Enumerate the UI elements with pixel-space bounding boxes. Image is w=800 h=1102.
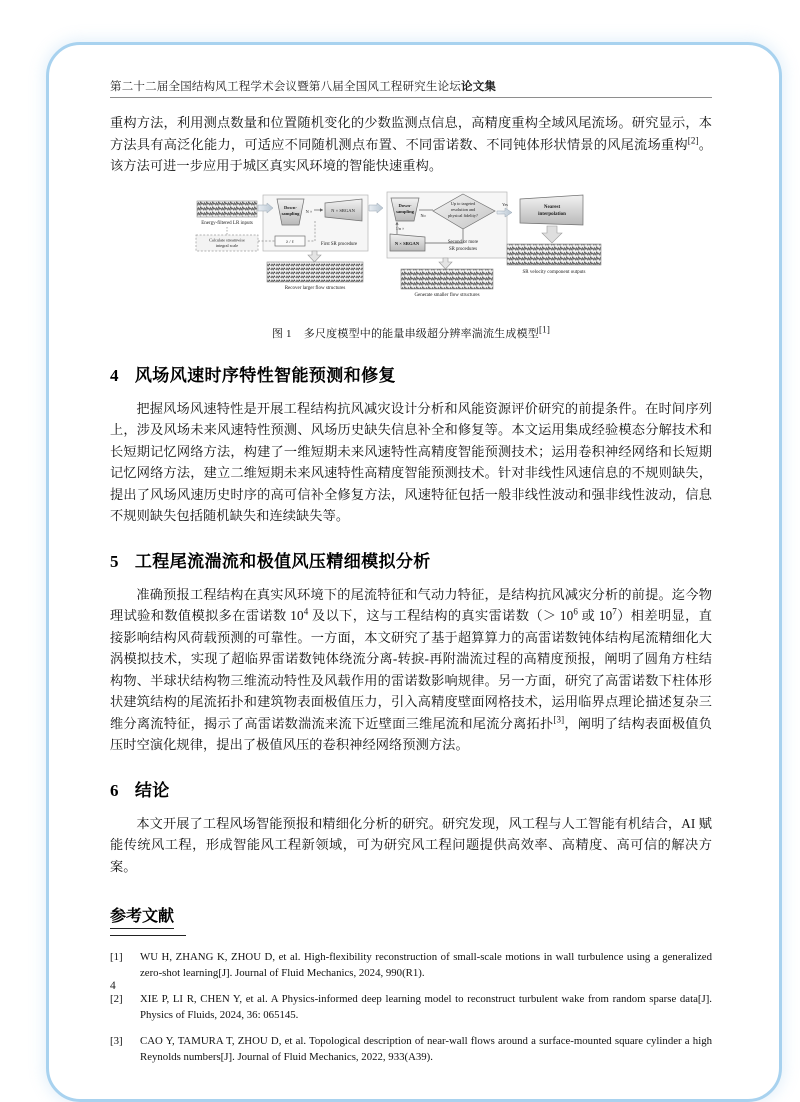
reference-text: WU H, ZHANG K, ZHOU D, et al. High-flexibility reconstruction of small-scale motions in wall turbulence using a generalized zero-shot learning[J]. Journal of Fluid Mechanics, 2024, 990(R1). — [140, 951, 712, 979]
running-header-rule — [110, 97, 712, 98]
figure-label-yes: Yes — [502, 201, 508, 207]
reference-number: [2] — [110, 993, 123, 1005]
figure-1 — [110, 191, 712, 341]
figure-1-diagram — [191, 191, 631, 319]
s5-sup-3: 7 — [612, 606, 617, 617]
figure-1-caption-label: 图 1 — [271, 327, 292, 340]
figure-label-downsampling1-line1: Down- — [283, 204, 298, 210]
s5-sup-1: 4 — [303, 606, 309, 617]
figure-label-srgan-1: N × SRGAN — [331, 207, 355, 213]
references-heading-rule — [110, 935, 186, 936]
section-title-4: 风场风速时序特性智能预测和修复 — [134, 365, 396, 385]
reference-item — [110, 950, 712, 981]
s5-sup-2: 6 — [573, 606, 578, 617]
figure-label-calc-line2: integral scale — [215, 242, 239, 248]
figure-1-caption-text: 多尺度模型中的能量串级超分辨率湍流生成模型 — [303, 327, 539, 340]
section-number-6: 6 — [110, 780, 119, 800]
continued-paragraph-text: 重构方法，利用测点数量和位置随机变化的少数监测点信息，高精度重构全域风尾流场。研究显示，本方法具有高泛化能力，可适应不同随机测点布置、不同雷诺数、不同钝体形状情景的风尾流场重构 — [110, 115, 712, 152]
figure-label-factor-n: N × — [305, 208, 313, 214]
continued-paragraph-tail: 。该方法可进一步应用于城区真实风环境的智能快速重构。 — [110, 136, 712, 173]
figure-label-output-caption: SR velocity component outputs — [522, 269, 586, 275]
reference-item — [110, 1034, 712, 1065]
section-title-6: 结论 — [134, 780, 170, 800]
section-heading-6 — [110, 776, 712, 801]
figure-label-nearest-line2: interpolation — [538, 211, 566, 217]
reference-number: [3] — [110, 1035, 123, 1047]
section-5-paragraph-1 — [110, 584, 712, 756]
figure-arrow-panel1-panel2 — [369, 203, 383, 213]
running-header — [110, 78, 712, 94]
s5-text-5: ，阐明了结构表面极值负压时空演化规律，提出了极值风压的卷积神经网络预测方法。 — [110, 715, 713, 752]
figure-arrow-down-generate — [439, 258, 452, 269]
section-number-4: 4 — [110, 365, 119, 385]
figure-label-srgan-2: N × SRGAN — [394, 240, 420, 246]
figure-label-downsampling2-line2: sampling — [396, 208, 414, 214]
figure-arrow-down-output — [542, 226, 562, 243]
s5-text-3: 或 10 — [577, 608, 613, 623]
section-heading-5 — [110, 547, 712, 572]
running-header-normal: 第二十二届全国结构风工程学术会议暨第八届全国风工程研究生论坛 — [110, 81, 461, 93]
s5-citation-ref-3: [3] — [553, 714, 565, 725]
figure-label-decision-line3: physical fidelity? — [448, 212, 478, 218]
s5-text-4: ）相差明显，直接影响结构风荷载预测的可靠性。一方面，本文研究了基于超算算力的高雷诺数钝体结构尾流精细化大涡模拟技术，实现了超临界雷诺数钝体绕流分离-转捩-再附湍流过程的高精度预报，阐明了圆角方柱结构物、半球状结构物三维流动特性及风载作用的雷诺数影响规律。另一方面，研究了高雷诺数下柱体形状建筑结构的尾流拓扑和建筑物表面极值压力，引入高精度壁面网格技术，运用临界点理论描述复杂三维分离流特征，揭示了高雷诺数湍流来流下近壁面三维尾流和尾流分离拓扑 — [110, 608, 713, 731]
text-column — [110, 112, 712, 1076]
reference-item — [110, 992, 712, 1023]
figure-label-downsampling2-line1: Down- — [398, 202, 412, 208]
s5-text-2: 及以下，这与工程结构的真实雷诺数（＞ 10 — [308, 608, 574, 623]
figure-label-decision-line1: Up to targeted — [450, 200, 476, 206]
figure-label-downsampling1-line2: sampling — [281, 210, 300, 216]
figure-label-second-sr-line2: SR procedures — [448, 246, 478, 252]
figure-label-input-caption: Energy-filtered LR inputs — [201, 220, 253, 226]
section-number-5: 5 — [110, 551, 119, 571]
figure-label-first-sr: First SR procedure — [320, 241, 358, 247]
figure-label-ratio-box: λ / ℓ — [286, 238, 294, 244]
figure-shape-nearest-interpolation — [520, 195, 583, 225]
citation-ref-2: [2] — [687, 135, 699, 146]
figure-label-decision-line2: resolution and — [450, 206, 476, 212]
section-heading-4 — [110, 361, 712, 386]
figure-label-factor-frac: 1/n × — [395, 225, 405, 231]
figure-1-caption — [110, 325, 712, 341]
section-title-5: 工程尾流湍流和极值风压精细模拟分析 — [134, 551, 431, 571]
figure-1-caption-citation: [1] — [538, 323, 551, 334]
reference-text: XIE P, LI R, CHEN Y, et al. A Physics-informed deep learning model to reconstruct turbulent wake from random sparse data[J]. Physics of Fluids, 2024, 36: 065145. — [140, 993, 712, 1021]
s5-text-1: 准确预报工程结构在真实风环境下的尾流特征和气动力特征，是结构抗风减灾分析的前提。迄今物理试验和数值模拟多在雷诺数 10 — [110, 586, 712, 623]
references-heading: 参考文献 — [110, 903, 174, 929]
reference-text: CAO Y, TAMURA T, ZHOU D, et al. Topological description of near-wall flows around a surface-mounted square cylinder a high Reynolds numbers[J]. Journal of Fluid Mechanics, 2022, 933(A39). — [140, 1035, 712, 1063]
figure-label-generate-caption: Generate smaller flow structures — [414, 292, 480, 298]
references-list — [110, 950, 712, 1065]
figure-label-second-sr-line1: Second or more — [447, 239, 479, 245]
figure-label-no: No — [420, 212, 426, 218]
document-page — [72, 52, 752, 1063]
figure-arrow-down-recover — [308, 251, 321, 262]
section-6-paragraph-1: 本文开展了工程风场智能预报和精细化分析的研究。研究发现，风工程与人工智能有机结合，AI 赋能传统风工程，形成智能风工程新领域，可为研究风工程问题提供高效率、高精度、高可信的解决方案。 — [110, 815, 712, 874]
reference-number: [1] — [110, 951, 123, 963]
running-header-bold: 论文集 — [461, 81, 497, 93]
section-4-paragraph-1: 把握风场风速特性是开展工程结构抗风减灾设计分析和风能资源评价研究的前提条件。在时间序列上，涉及风场未来风速特性预测、风场历史缺失信息补全和修复等。本文运用集成经验模态分解技术和长短期记忆网络方法，构建了一维短期未来风速特性高精度智能预测技术；运用卷积神经网络和长短期记忆网络方法，建立二维短期未来风速特性高精度智能预测技术。针对非线性风速信息的不规则缺失，提出了风场风速历史时序的高可信补全修复方法，风速特征包括一般非线性波动和强非线性波动，信息不规则缺失包括随机缺失和连续缺失等。 — [110, 400, 712, 523]
continued-paragraph — [110, 112, 712, 177]
figure-label-calc-line1: Calculate streamwise — [209, 237, 245, 242]
page-number: 4 — [110, 980, 116, 992]
figure-label-recover-caption: Recover larger flow structures — [284, 285, 346, 291]
figure-label-nearest-line1: Nearest — [543, 204, 561, 210]
